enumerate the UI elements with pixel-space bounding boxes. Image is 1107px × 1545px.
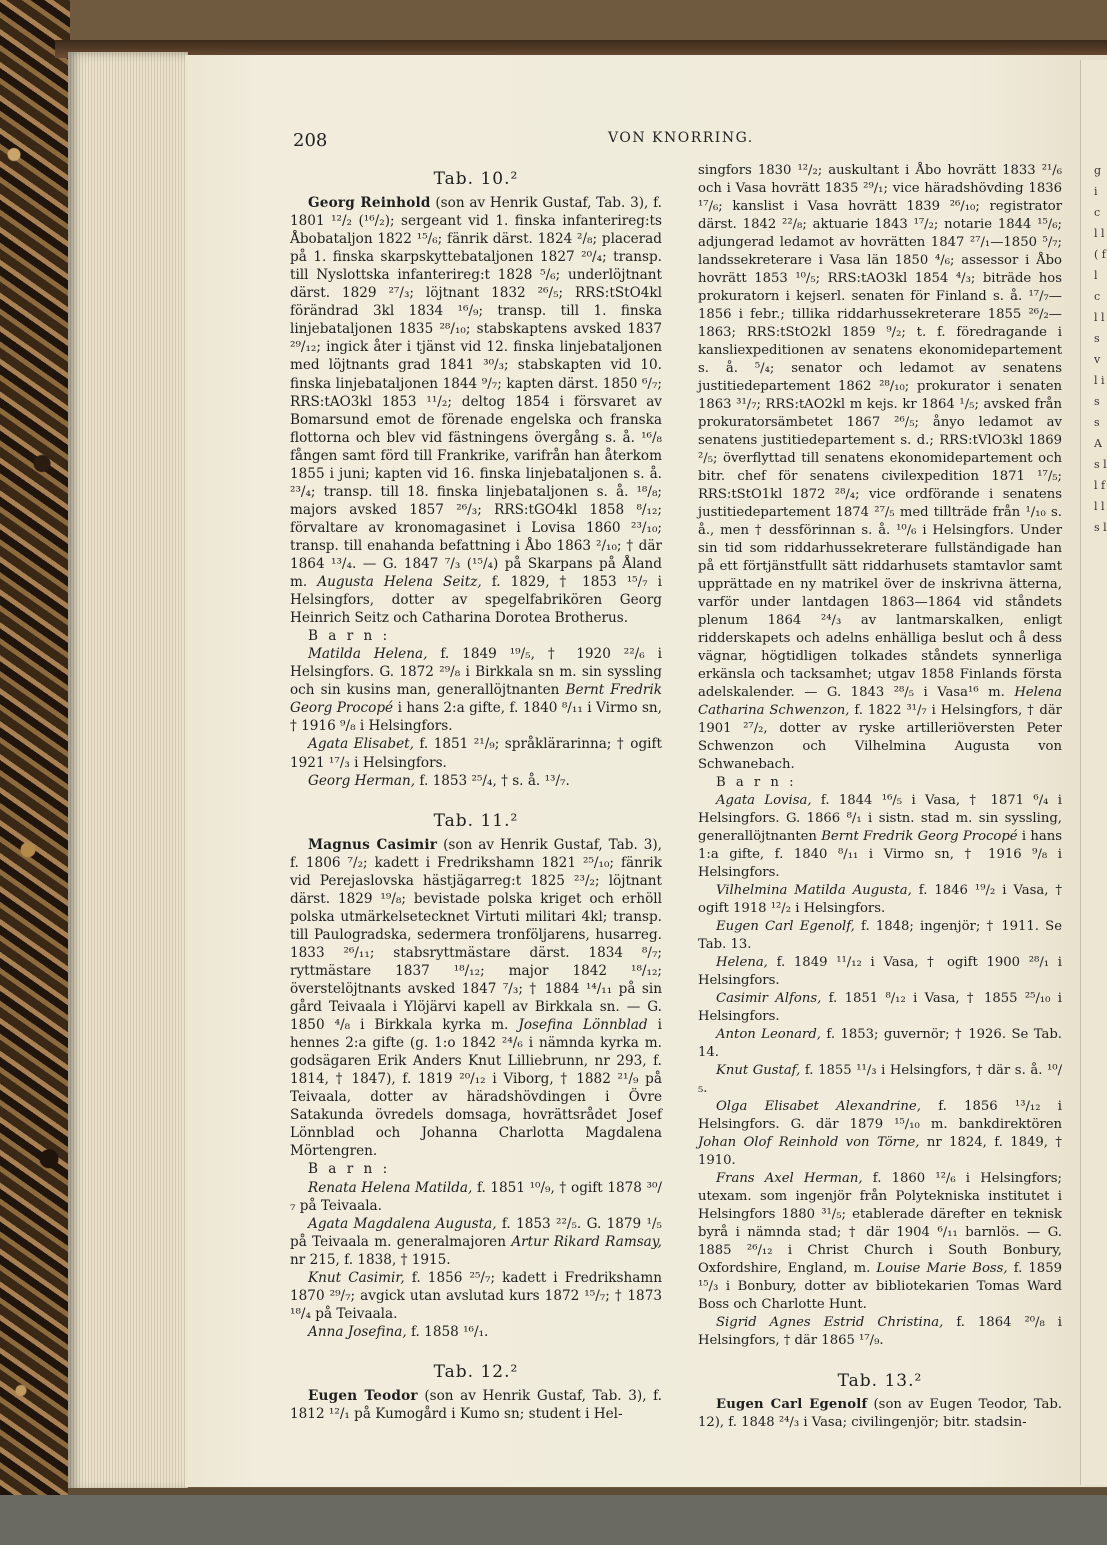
child-name: Casimir Alfons, — [716, 991, 822, 1006]
child-name: Olga Elisabet Alexandrine, — [716, 1099, 921, 1114]
child-entry — [698, 1314, 1062, 1350]
background-strip — [0, 1495, 1107, 1545]
page-number: 208 — [293, 130, 328, 151]
child-entry — [698, 918, 1062, 954]
spouse-name: Josefina Lönnblad — [518, 1017, 648, 1034]
child-name: Agata Lovisa, — [716, 793, 812, 808]
entry-text: (son av Henrik Gustaf, Tab. 3), f. 1812 ¹²/₁ på Kumogård i Kumo sn; student i Hel- — [290, 1388, 662, 1423]
tab-12-heading: Tab. 12.² — [433, 1361, 519, 1382]
running-head: VON KNORRING. — [608, 130, 754, 146]
child-name: Anton Leonard, — [716, 1027, 821, 1042]
spouse-text: f. 1822 ³¹/₇ i Helsingfors, † där 1901 ²⁷/₂, dotter av ryske artilleriöversten Peter Schwenzon och Vilhelmina Augusta von Schwanebach. — [698, 703, 1062, 772]
facing-page-letters: g i c l l ( f l c l l s v l i s s A s l l f l l s l — [1094, 164, 1107, 534]
entry-text: singfors 1830 ¹²/₂; auskultant i Åbo hovrätt 1833 ²¹/₆ och i Vasa hovrätt 1835 ²⁹/₁; vice häradshövding 1836 ¹⁷/₆; kanslist i Vasa hovrätt 1839 ²⁶/₁₀; registrator därst. 1842 ²²/₈; aktuarie 1843 ¹⁷/₂; notarie 1844 ¹⁵/₆; adjungerad ledamot av hovrätten 1847 ²⁷/₁—1850 ⁵/₇; landssekreterare i Vasa län 1850 ⁴/₆; assessor i Åbo hovrätt 1853 ¹⁰/₅; RRS:tAO3kl 1854 ⁴/₃; biträde hos prokuratorn i kejserl. senaten för Finland s. å. ¹⁷/₇—1856 i febr.; tillika riddarhussekreterare 1855 ²⁶/₂—1863; RRS:tStO2kl 1859 ⁹/₂; t. f. föredragande i kansliexpeditionen av senatens ekonomidepartement s. å. ⁵/₄; senator och ledamot av senatens justitiedepartement 1862 ²⁸/₁₀; prokurator i senaten 1863 ³¹/₇; RRS:tAO2kl m kejs. kr 1864 ¹/₅; avsked från prokuratorsämbetet 1867 ²⁶/₅; ånyo ledamot av senatens justitiedepartement s. d.; RRS:tVlO3kl 1869 ²/₅; överflyttad till senatens ekonomidepartement och bitr. chef för senatens civilexpedition 1871 ¹⁷/₅; RRS:tStO1kl 1872 ²⁸/₄; vice ordförande i senatens justitiedepartement 1874 ²⁷/₅ med tillträde från ¹/₁₀ s. å., men † dessförinnan s. å. ¹⁰/₆ i Helsingfors. Under sin tid som riddarhussekreterare fullständigade han på ett förtjänstfullt sätt riddarhusets stamtavlor samt upprättade en ny matrikel över de inskrivna ätterna, varför under lantdagen 1863—1864 vid ståndets plenum 1864 ²⁴/₃ av lantmarskalken, enligt ridderskapets och adelns enhälliga beslut och å dess vägnar, högtidligen tolkades ståndets synnerliga erkänsla och tacksamhet; utgav 1858 Finlands första adelskalender. — G. 1843 ²⁸/₅ i Vasa¹⁶ m. — [698, 163, 1062, 700]
child-name: Agata Magdalena Augusta, — [308, 1215, 497, 1232]
tab-13-heading: Tab. 13.² — [837, 1371, 923, 1391]
entry-name: Georg Reinhold — [308, 195, 431, 212]
tab-11-entry — [290, 836, 662, 1161]
child-entry — [290, 1323, 662, 1341]
child-text: f. 1855 ¹¹/₃ i Helsingfors, † där s. å. ¹⁰/₅. — [698, 1063, 1063, 1096]
child-entry — [290, 735, 662, 771]
child-name: Frans Axel Herman, — [716, 1171, 863, 1186]
child-text: f. 1846 ¹⁹/₂ i Vasa, † ogift 1918 ¹²/₂ i Helsingfors. — [698, 883, 1062, 916]
child-text: f. 1864 ²⁰/₈ i Helsingfors, † där 1865 ¹⁷/₉. — [698, 1315, 1063, 1348]
tab-10-heading: Tab. 10.² — [433, 169, 519, 189]
child-entry — [290, 1215, 662, 1269]
child-text: f. 1856 ¹³/₁₂ i Helsingfors. G. där 1879 ¹⁵/₁₀ m. bankdirektören — [698, 1099, 1062, 1132]
child-entry — [290, 1269, 662, 1323]
child-text: f. 1853 ²⁵/₄, † s. å. ¹³/₇. — [419, 772, 570, 789]
children-label: B a r n : — [308, 628, 391, 645]
child-text: f. 1851 ⁸/₁₂ i Vasa, † 1855 ²⁵/₁₀ i Helsingfors. — [698, 991, 1062, 1024]
child-name: Vilhelmina Matilda Augusta, — [716, 883, 912, 898]
child-text-2: nr 215, f. 1838, † 1915. — [290, 1251, 451, 1268]
child-text-2: i hans 1:a gifte, f. 1840 ⁸/₁₁ i Virmo sn, † 1916 ⁹/₈ i Helsingfors. — [698, 829, 1063, 880]
child-text: f. 1851 ¹⁰/₉, † ogift 1878 ³⁰/₇ på Teivaala. — [290, 1179, 663, 1214]
entry-text: (son av Henrik Gustaf, Tab. 3), f. 1801 ¹²/₂ (¹⁶/₂); sergeant vid 1. finska infanterireg:ts Åbobataljon 1822 ¹⁵/₆; fänrik därst. 1824 ²/₈; placerad på 1. finska skarpskyttebataljonen 1827 ²⁰/₄; transp. till Nyslottska infanterireg:t 1828 ⁵/₆; underlöjtnant därst. 1829 ²⁷/₃; löjtnant 1832 ²⁶/₅; RRS:tStO4kl förändrad 3kl 1834 ¹⁶/₉; transp. till 1. finska linjebataljonen 1835 ²⁸/₁₀; stabskaptens avsked 1837 ²⁹/₁₂; ingick åter i tjänst vid 12. finska linjebataljonen med löjtnants grad 1841 ³⁰/₃; stabskapten vid 10. finska linjebataljonen 1844 ⁹/₇; kapten därst. 1850 ⁶/₇; RRS:tAO3kl 1853 ¹¹/₂; deltog 1854 i försvaret av Bomarsund emot de förenade engelska och franska flottorna och blev vid fästningens övergång s. å. ¹⁶/₈ fången samt förd till Frankrike, varifrån han återkom 1855 i juni; kapten vid 16. finska linjebataljonen s. å. ²³/₄; transp. till 18. finska linjebataljonen s. å. ¹⁸/₈; majors avsked 1857 ²⁶/₃; RRS:tGO4kl 1858 ⁸/₁₂; förvaltare av kronomagasinet i Lovisa 1860 ²³/₁₀; transp. till enahanda befattning i Åbo 1863 ²/₁₀; † där 1864 ¹³/₄. — G. 1847 ⁷/₃ (¹⁵/₄) på Skarpans på Åland m. — [290, 195, 662, 591]
child-name: Anna Josefina, — [308, 1323, 407, 1340]
child-spouse: Johan Olof Reinhold von Törne, — [698, 1135, 920, 1150]
child-name: Sigrid Agnes Estrid Christina, — [716, 1315, 944, 1330]
child-spouse: Artur Rikard Ramsay, — [511, 1233, 662, 1250]
child-name: Agata Elisabet, — [308, 736, 414, 753]
child-entry — [698, 1170, 1062, 1314]
child-entry — [698, 954, 1062, 990]
child-text: f. 1853 ²²/₅. G. 1879 ¹/₅ på Teivaala m. generalmajoren — [290, 1215, 663, 1250]
child-text: f. 1848; ingenjör; † 1911. Se Tab. 13. — [698, 919, 1063, 952]
child-entry — [698, 1026, 1062, 1062]
entry-text: (son av Eugen Teodor, Tab. 12), f. 1848 ²⁴/₃ i Vasa; civilingenjör; bitr. stadsin- — [698, 1397, 1062, 1430]
child-text: f. 1851 ²¹/₉; språklärarinna; † ogift 1921 ¹⁷/₃ i Helsingfors. — [290, 736, 663, 771]
left-column — [290, 168, 662, 1423]
child-spouse: Louise Marie Boss, — [876, 1261, 1008, 1276]
entry-text: (son av Henrik Gustaf, Tab. 3), f. 1806 ⁷/₂; kadett i Fredrikshamn 1821 ²⁵/₁₀; fänrik vid Perejaslovska hästjägarreg:t 1825 ²³/₂; löjtnant därst. 1829 ¹⁹/₈; bevistade polska kriget och erhöll polska utmärkelsetecknet Virtuti militari 4kl; transp. till Paulogradska, sedermera tronföljarens, husarreg. 1833 ²⁶/₁₁; stabsryttmästare därst. 1834 ⁸/₇; ryttmästare 1837 ¹⁸/₁₂; major 1842 ¹⁸/₁₂; överstelöjtnants avsked 1847 ⁷/₃; † 1884 ¹⁴/₁₁ på sin gård Teivaala i Ylöjärvi kapell av Birkkala sn. — G. 1850 ⁴/₈ i Birkkala kyrka m. — [290, 836, 662, 1034]
child-entry — [698, 882, 1062, 918]
child-name: Eugen Carl Egenolf, — [716, 919, 855, 934]
child-text: f. 1856 ²⁵/₇; kadett i Fredrikshamn 1870 ²⁹/₇; avgick utan avslutad kurs 1872 ¹⁵/₇; † 1873 ¹⁸/₄ på Teivaala. — [290, 1269, 663, 1322]
spouse-name: Helena Catharina Schwenzon, — [698, 685, 1062, 718]
spouse-text: i hennes 2:a gifte (g. 1:o 1842 ²⁴/₆ i nämnda kyrka m. godsägaren Erik Anders Knut Lilliebrunn, nr 293, f. 1814, † 1847), f. 1819 ²⁰/₁₂ i Viborg, † 1882 ²¹/₉ på Teivaala, dotter av häradshövdingen i Övre Satakunda övredels domsaga, hovrättsrådet Josef Lönnblad och Johanna Charlotta Magdalena Mörtengren. — [290, 1017, 662, 1160]
child-text: f. 1860 ¹²/₆ i Helsingfors; utexam. som ingenjör från Polytekniska institutet i Helsingfors 1880 ³¹/₅; etablerade därefter en teknisk byrå i nämnda stad; † där 1904 ⁶/₁₁ barnlös. — G. 1885 ²⁶/₁₂ i Christ Church i South Bonbury, Oxfordshire, England, m. — [698, 1171, 1062, 1276]
tab-12-entry — [290, 1387, 662, 1423]
child-entry — [290, 645, 662, 735]
child-entry — [698, 990, 1062, 1026]
entry-name: Eugen Carl Egenolf — [716, 1397, 868, 1412]
tab-12-continuation — [698, 162, 1062, 774]
child-name: Georg Herman, — [308, 772, 416, 789]
child-text-2: i hans 2:a gifte, f. 1840 ⁸/₁₁ i Virmo sn, † 1916 ⁹/₈ i Helsingfors. — [290, 700, 663, 735]
right-column — [698, 162, 1062, 1432]
child-entry — [290, 1179, 662, 1215]
children-label: B a r n : — [716, 775, 797, 790]
marbled-cover — [0, 0, 70, 1545]
child-spouse: Bernt Fredrik Georg Procopé — [821, 829, 1018, 844]
child-text: f. 1853; guvernör; † 1926. Se Tab. 14. — [698, 1027, 1062, 1060]
child-name: Knut Casimir, — [308, 1269, 405, 1286]
child-text: f. 1849 ¹¹/₁₂ i Vasa, † ogift 1900 ²⁸/₁ i Helsingfors. — [698, 955, 1062, 988]
child-text: f. 1849 ¹⁹/₅, † 1920 ²²/₆ i Helsingfors. G. 1872 ²⁹/₈ i Birkkala sn m. sin syssling och sin kusins man, generallöjtnanten — [290, 646, 663, 699]
child-name: Knut Gustaf, — [716, 1063, 801, 1078]
children-label: B a r n : — [308, 1161, 391, 1178]
entry-name: Magnus Casimir — [308, 836, 438, 853]
child-name: Renata Helena Matilda, — [308, 1179, 473, 1196]
child-text-2: f. 1859 ¹⁵/₃ i Bonbury, dotter av bibliotekarien Tomas Ward Boss och Charlotte Hunt. — [698, 1261, 1062, 1312]
child-entry — [290, 772, 662, 790]
child-entry — [698, 1062, 1062, 1098]
entry-name: Eugen Teodor — [308, 1388, 418, 1404]
child-entry — [698, 1098, 1062, 1170]
child-entry — [698, 792, 1062, 882]
child-name: Matilda Helena, — [308, 646, 428, 663]
child-spouse: Bernt Fredrik Georg Procopé — [290, 682, 662, 717]
spouse-name: Augusta Helena Seitz, — [317, 574, 482, 591]
child-name: Helena, — [716, 955, 768, 970]
child-text: f. 1858 ¹⁶/₁. — [410, 1323, 489, 1340]
page-stack-edges — [68, 52, 188, 1492]
tab-10-entry — [290, 194, 662, 627]
child-text: f. 1844 ¹⁶/₅ i Vasa, † 1871 ⁶/₄ i Helsingfors. G. 1866 ⁸/₁ i sistn. stad m. sin syssling, generallöjtnanten — [698, 793, 1062, 844]
tab-11-heading: Tab. 11.² — [433, 810, 519, 831]
spouse-text: f. 1829, † 1853 ¹⁵/₇ i Helsingfors, dotter av spegelfabrikören Georg Heinrich Seitz och Catharina Dorotea Brotherus. — [290, 574, 662, 627]
child-text-2: nr 1824, f. 1849, † 1910. — [698, 1135, 1062, 1168]
tab-13-entry — [698, 1396, 1062, 1432]
